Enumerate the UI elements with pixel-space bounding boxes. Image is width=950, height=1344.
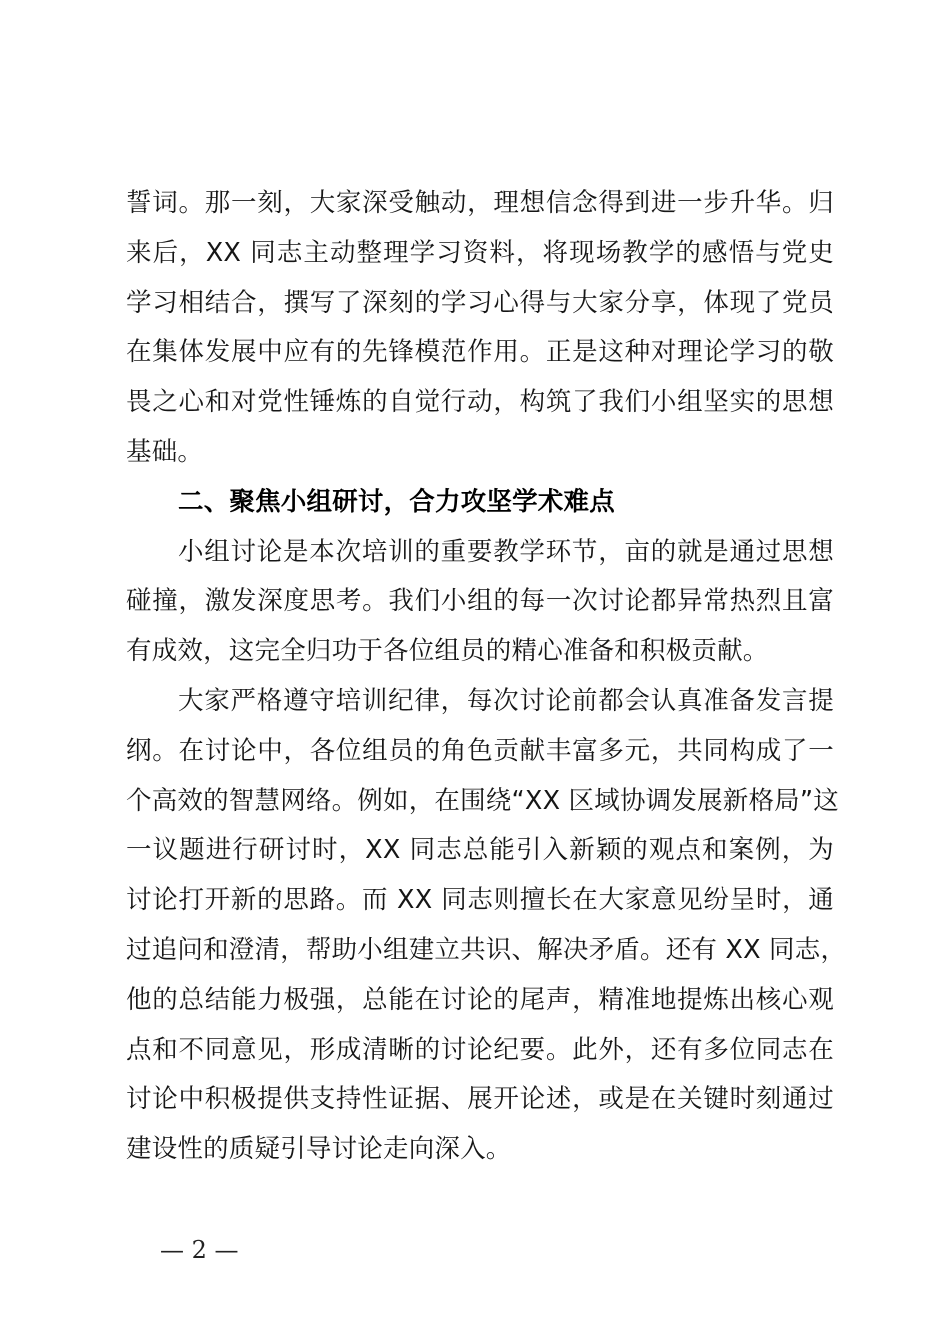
paragraph-line: 誓词。那一刻，大家深受触动，理想信念得到进一步升华。归 xyxy=(126,188,834,218)
paragraph-line: 有成效，这完全归功于各位组员的精心准备和积极贡献。 xyxy=(126,636,769,667)
paragraph-line: 畏之心和对党性锤炼的自觉行动，构筑了我们小组坚实的思想 xyxy=(126,387,834,418)
section-heading: 二、聚焦小组研讨，合力攻坚学术难点 xyxy=(178,486,615,517)
paragraph-line: 讨论打开新的思路。而 XX 同志则擅长在大家意见纷呈时，通 xyxy=(126,885,834,916)
paragraph-line: 过追问和澄清，帮助小组建立共识、解决矛盾。还有 XX 同志， xyxy=(126,934,847,965)
paragraph-line: 纲。在讨论中，各位组员的角色贡献丰富多元，共同构成了一 xyxy=(126,735,834,766)
document-body xyxy=(126,179,847,1175)
paragraph-line: 在集体发展中应有的先锋模范作用。正是这种对理论学习的敬 xyxy=(126,337,834,368)
paragraph-line: 小组讨论是本次培训的重要教学环节，亩的就是通过思想 xyxy=(178,536,834,567)
paragraph-line: 基础。 xyxy=(126,436,204,467)
paragraph-line: 来后，XX 同志主动整理学习资料，将现场教学的感悟与党史 xyxy=(126,237,834,268)
paragraph-line: 学习相结合，撰写了深刻的学习心得与大家分享，体现了党员 xyxy=(126,287,834,318)
paragraph-line: 点和不同意见，形成清晰的讨论纪要。此外，还有多位同志在 xyxy=(126,1034,834,1065)
paragraph-line: 建设性的质疑引导讨论走向深入。 xyxy=(126,1134,512,1165)
paragraph-line: 个高效的智慧网络。例如，在围绕“XX 区域协调发展新格局”这 xyxy=(126,785,839,816)
page-number: — 2 — xyxy=(160,1236,239,1264)
paragraph-line: 一议题进行研讨时，XX 同志总能引入新颖的观点和案例，为 xyxy=(126,835,834,866)
paragraph-line: 讨论中积极提供支持性证据、展开论述，或是在关键时刻通过 xyxy=(126,1084,834,1115)
paragraph-line: 他的总结能力极强，总能在讨论的尾声，精准地提炼出核心观 xyxy=(126,984,834,1015)
paragraph-line: 碰撞，激发深度思考。我们小组的每一次讨论都异常热烈且富 xyxy=(126,586,834,617)
paragraph-line: 大家严格遵守培训纪律，每次讨论前都会认真准备发言提 xyxy=(178,685,834,716)
